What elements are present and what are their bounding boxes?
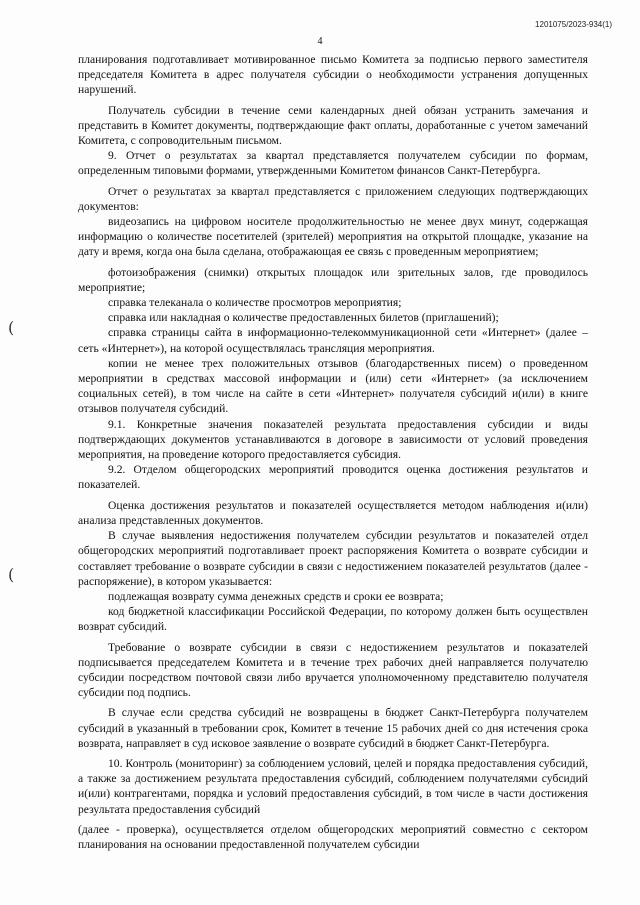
paragraph: планирования подготавливает мотивированное письмо Комитета за подписью первого заместителя председателя Комитета в адрес получателя субсидии о необходимости устранения допущенных нарушений. [78, 53, 588, 97]
paragraph: В случае если средства субсидий не возвращены в бюджет Санкт-Петербурга получателем субсидий в указанный в требовании срок, Комитет в течение 15 рабочих дней со дня истечения срока возврата, направляет в суд исковое заявление о возврате субсидий в бюджет Санкт-Петербурга. [78, 706, 588, 750]
paragraph: В случае выявления недостижения получателем субсидии результатов и показателей отдел общегородских мероприятий подготавливает проект распоряжения Комитета о возврате субсидии и составляет требование о возврате субсидии в связи с недостижением показателей результатов (далее - распоряжение), в котором указывается: [78, 529, 588, 588]
list-item: код бюджетной классификации Российской Федерации, по которому должен быть осуществлен возврат субсидий. [78, 605, 588, 634]
list-item: копии не менее трех положительных отзывов (благодарственных писем) о проведенном мероприятии в средствах массовой информации и (или) сети «Интернет» (за исключением социальных сетей), в том числе на сайте в сети «Интернет» получателя субсидий и(или) в книге отзывов получателя субсидий. [78, 356, 588, 416]
list-item: справка страницы сайта в информационно-телекоммуникационной сети «Интернет» (далее – сеть «Интернет»), на которой осуществлялась трансляция мероприятия. [78, 326, 588, 355]
paragraph: Отчет о результатах за квартал представляется с приложением следующих подтверждающих документов: [78, 184, 588, 213]
paragraph: Получатель субсидии в течение семи календарных дней обязан устранить замечания и представить в Комитет документы, подтверждающие факт оплаты, доработанные с учетом замечаний Комитета, с сопроводительным письмом. [78, 103, 588, 148]
paragraph: 9. Отчет о результатах за квартал представляется получателем субсидии по формам, определенным типовыми формами, утвержденными Комитетом финансов Санкт-Петербурга. [78, 149, 588, 178]
margin-mark: ( [8, 565, 15, 584]
list-item: подлежащая возврату сумма денежных средств и сроки ее возврата; [108, 589, 444, 603]
list-item: видеозапись на цифровом носителе продолжительностью не менее двух минут, содержащая информацию о количестве посетителей (зрителей) мероприятия на открытой площадке, указание на дату и время, когда она была сделана, отображающая ее связь с проведенным мероприятием; [78, 215, 588, 259]
list-item: справка телеканала о количестве просмотров мероприятия; [108, 296, 402, 310]
margin-mark: ( [8, 318, 15, 337]
paragraph: 9.1. Конкретные значения показателей результата предоставления субсидии и виды подтверждающих документов устанавливаются в договоре в зависимости от условий проведения мероприятия, на проведение которого предоставляется субсидия. [78, 417, 588, 462]
paragraph: Требование о возврате субсидии в связи с недостижением результатов и показателей подписывается председателем Комитета и в течение трех рабочих дней направляется получателю субсидии посредством почтовой связи либо вручается уполномоченному представителю получателя субсидии под подпись. [78, 640, 588, 700]
paragraph: Оценка достижения результатов и показателей осуществляется методом наблюдения и(или) анализа представленных документов. [78, 498, 588, 527]
paragraph: 10. Контроль (мониторинг) за соблюдением условий, целей и порядка предоставления субсидий, а также за достижением результата предоставления субсидий, соблюдением получателями субсидий и(или) контрагентами, порядка и условий предоставления субсидий, в том числе в части достижения результата предоставления субсидий [78, 756, 588, 816]
paragraph: 9.2. Отделом общегородских мероприятий проводится оценка достижения результатов и показателей. [78, 463, 588, 492]
list-item: справка или накладная о количестве предоставленных билетов (приглашений); [108, 311, 499, 325]
document-number: 1201075/2023-934(1) [535, 20, 612, 29]
paragraph: (далее - проверка), осуществляется отделом общегородских мероприятий совместно с сектором планирования на основании предоставленной получателем субсидии [78, 822, 588, 851]
document-body [78, 52, 588, 852]
page-number: 4 [317, 36, 323, 47]
list-item: фотоизображения (снимки) открытых площадок или зрительных залов, где проводилось мероприятие; [78, 265, 588, 294]
